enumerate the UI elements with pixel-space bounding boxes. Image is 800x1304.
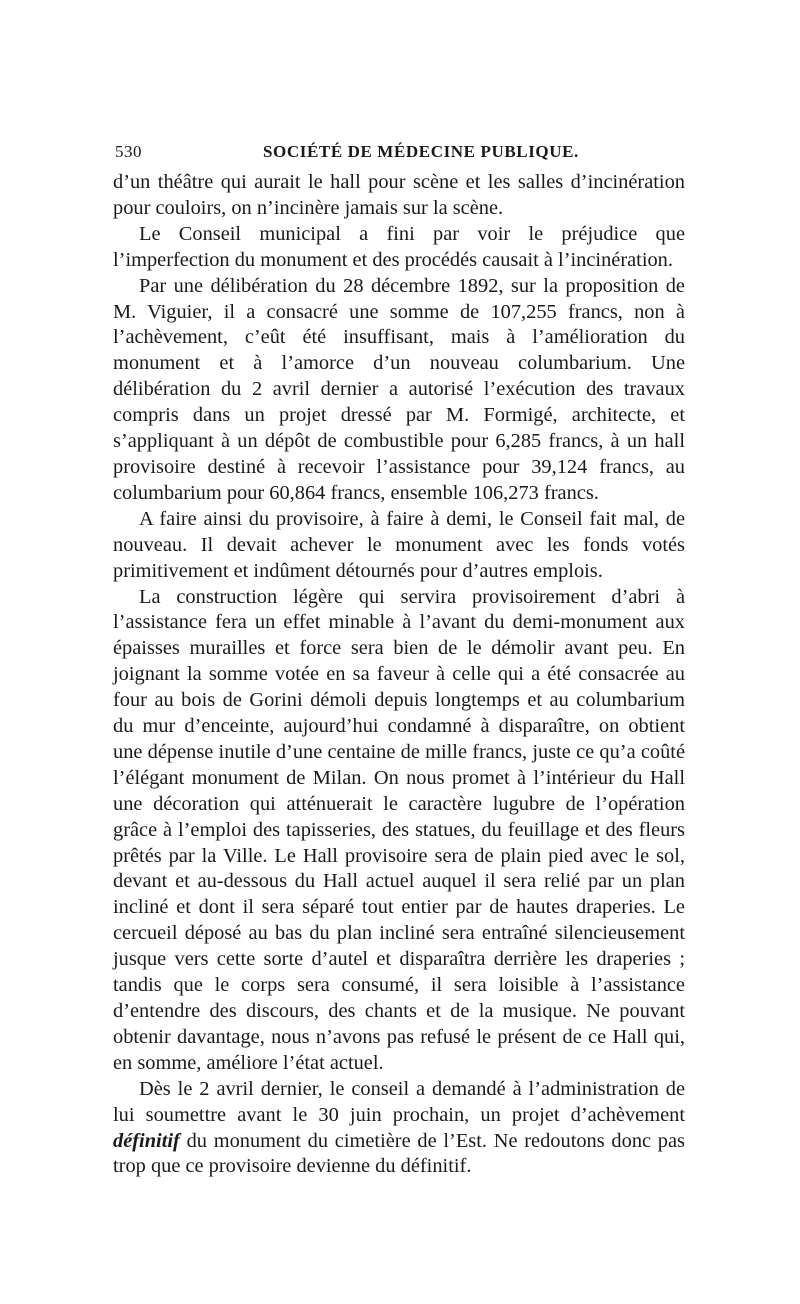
paragraph: A faire ainsi du provisoire, à faire à demi, le Conseil fait mal, de nouveau. Il devait achever le monument avec les fonds votés primitivement et indûment détournés pour d’autres emplois. [113, 507, 685, 582]
page-header [113, 140, 685, 166]
paragraph-text: Dès le 2 avril dernier, le conseil a demandé à l’administration de lui soumettre avant le 30 juin prochain, un projet d’achèvement [113, 1077, 685, 1126]
paragraph: d’un théâtre qui aurait le hall pour scène et les salles d’incinération pour couloirs, on n’incinère jamais sur la scène. [113, 171, 685, 219]
page-number: 530 [115, 142, 142, 161]
paragraph: Par une délibération du 28 décembre 1892, sur la proposition de M. Viguier, il a consacré une somme de 107,255 francs, non à l’achèvement, c’eût été insuffisant, mais à l’amélioration du monument et à l’amorce d’un nouveau columbarium. Une délibération du 2 avril dernier a autorisé l’exécution des travaux compris dans un projet dressé par M. Formigé, architecte, et s’appliquant à un dépôt de combustible pour 6,285 francs, à un hall provisoire destiné à recevoir l’assistance pour 39,124 francs, au columbarium pour 60,864 francs, ensemble 106,273 francs. [113, 274, 685, 504]
book-page [113, 140, 685, 1180]
paragraph: Le Conseil municipal a fini par voir le préjudice que l’imperfection du monument et des procédés causait à l’incinération. [113, 222, 685, 271]
paragraph [113, 1077, 685, 1181]
emphasized-word: définitif [113, 1129, 180, 1152]
body-text [113, 170, 685, 1180]
paragraph-text: du monument du cimetière de l’Est. Ne redoutons donc pas trop que ce provisoire devienne du définitif. [113, 1129, 685, 1178]
running-head: SOCIÉTÉ DE MÉDECINE PUBLIQUE. [263, 142, 579, 161]
paragraph: La construction légère qui servira provisoirement d’abri à l’assistance fera un effet minable à l’avant du demi-monument aux épaisses murailles et force sera bien de le démolir avant peu. En joignant la somme votée en sa faveur à celle qui a été consacrée au four au bois de Gorini démoli depuis longtemps et au columbarium du mur d’enceinte, aujourd’hui condamné à disparaître, on obtient une dépense inutile d’une centaine de mille francs, juste ce qu’a coûté l’élégant monument de Milan. On nous promet à l’intérieur du Hall une décoration qui atténuerait le caractère lugubre de l’opération grâce à l’emploi des tapisseries, des statues, du feuillage et des fleurs prêtés par la Ville. Le Hall provisoire sera de plain pied avec le sol, devant et au-dessous du Hall actuel auquel il sera relié par un plan incliné et dont il sera séparé tout entier par de hautes draperies. Le cercueil déposé au bas du plan incliné sera entraîné silencieusement jusque vers cette sorte d’autel et disparaîtra derrière les draperies ; tandis que le corps sera consumé, il sera loisible à l’assistance d’entendre des discours, des chants et de la musique. Ne pouvant obtenir davantage, nous n’avons pas refusé le présent de ce Hall qui, en somme, améliore l’état actuel. [113, 585, 685, 1074]
